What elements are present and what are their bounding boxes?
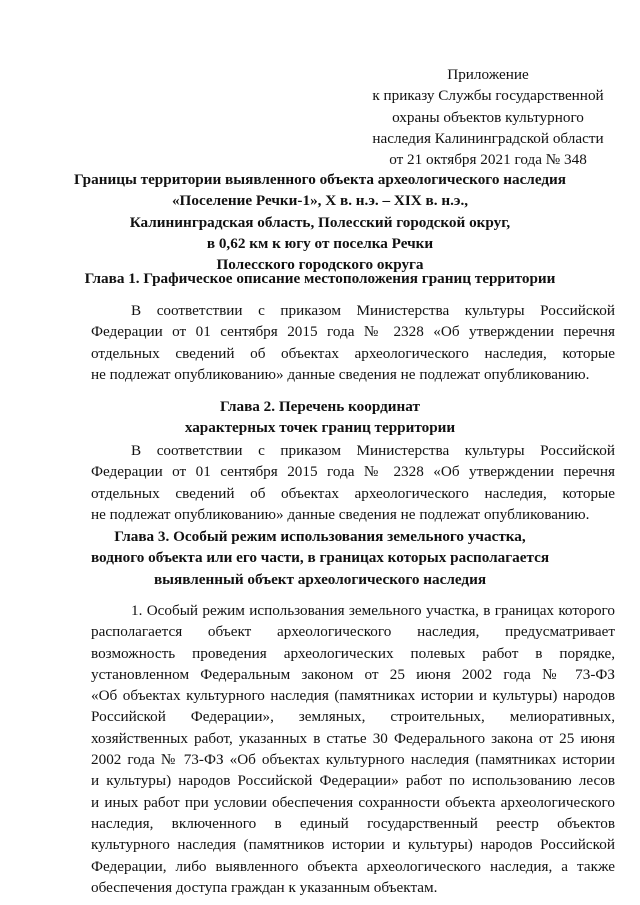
paragraph-line: хозяйственных работ, указанных в статье 30 Федерального закона от 25 июня [91,729,615,747]
title-line: Полесского городского округа [216,256,424,274]
paragraph-line: «Об объектах культурного наследия (памятниках истории и культуры) народов [91,687,615,705]
heading-line: Глава 1. Графическое описание местоположения границ территории [84,270,556,287]
paragraph-line: Российской Федерации», земляных, строительных, мелиоративных, [91,708,615,726]
paragraph-line: В соответствии с приказом Министерства культуры Российской [131,442,615,459]
title-line: Калининградская область, Полесский городской округ, [129,213,511,231]
chapter1-paragraph [91,300,615,385]
heading-line: характерных точек границ территории [184,419,456,437]
paragraph-line: Федерации от 01 сентября 2015 года № 2328 «Об утверждении перечня [91,463,615,481]
paragraph-line: Федерации, либо выявленного объекта археологического наследия, а также [91,857,615,875]
paragraph-line: отдельных сведений об объектах археологического наследия, которые [91,344,615,362]
chapter2-heading [62,396,578,439]
appendix-line: Приложение [447,66,529,83]
paragraph-line: В соответствии с приказом Министерства культуры Российской [131,302,615,319]
paragraph-line: Федерации от 01 сентября 2015 года № 2328 «Об утверждении перечня [91,323,615,341]
paragraph-line: отдельных сведений об объектах археологического наследия, которые [91,484,615,502]
paragraph-line: наследия, включенного в единый государственный реестр объектов [91,814,615,832]
title-line: «Поселение Речки-1», X в. н.э. – XIX в. н.э., [171,192,469,210]
paragraph-line: располагается объект археологического наследия, предусматривает [91,623,615,641]
chapter2-paragraph [91,440,615,525]
paragraph-line: установленном Федеральным законом от 25 июня 2002 года № 73-ФЗ [91,665,615,683]
appendix-line: наследия Калининградской области [372,129,604,147]
chapter3-heading [62,526,578,590]
document-title [62,169,578,275]
chapter3-paragraph [91,600,615,898]
paragraph-line: 1. Особый режим использования земельного участка, в границах которого [131,602,615,619]
paragraph-line: культурного наследия (памятников истории и культуры) народов Российской [91,836,615,854]
heading-line: Глава 2. Перечень координат [220,398,420,415]
paragraph-line: не подлежат опубликованию» данные сведения не подлежат опубликованию. [91,505,590,523]
paragraph-line: и культуры) народов Российской Федерации» работ по использованию лесов [91,772,615,790]
appendix-header [363,64,613,170]
paragraph-line: и иных работ при условии обеспечения сохранности объекта археологического [91,793,615,811]
heading-line: Глава 3. Особый режим использования земельного участка, [114,528,526,545]
heading-line: водного объекта или его части, в границах которых располагается [90,549,550,567]
heading-line: выявленный объект археологического наследия [153,570,487,588]
title-line: в 0,62 км к югу от поселка Речки [206,234,434,252]
chapter1-heading [62,268,578,289]
paragraph-line: возможность проведения археологических полевых работ в порядке, [91,644,615,662]
appendix-line: охраны объектов культурного [392,108,584,126]
paragraph-line: не подлежат опубликованию» данные сведения не подлежат опубликованию. [91,365,590,383]
appendix-line: от 21 октября 2021 года № 348 [389,151,587,169]
paragraph-line: обеспечения доступа граждан к указанным объектам. [91,878,438,896]
appendix-line: к приказу Службы государственной [372,87,604,105]
title-line: Границы территории выявленного объекта археологического наследия [73,171,567,188]
paragraph-line: 2002 года № 73-ФЗ «Об объектах культурного наследия (памятниках истории [91,751,615,769]
